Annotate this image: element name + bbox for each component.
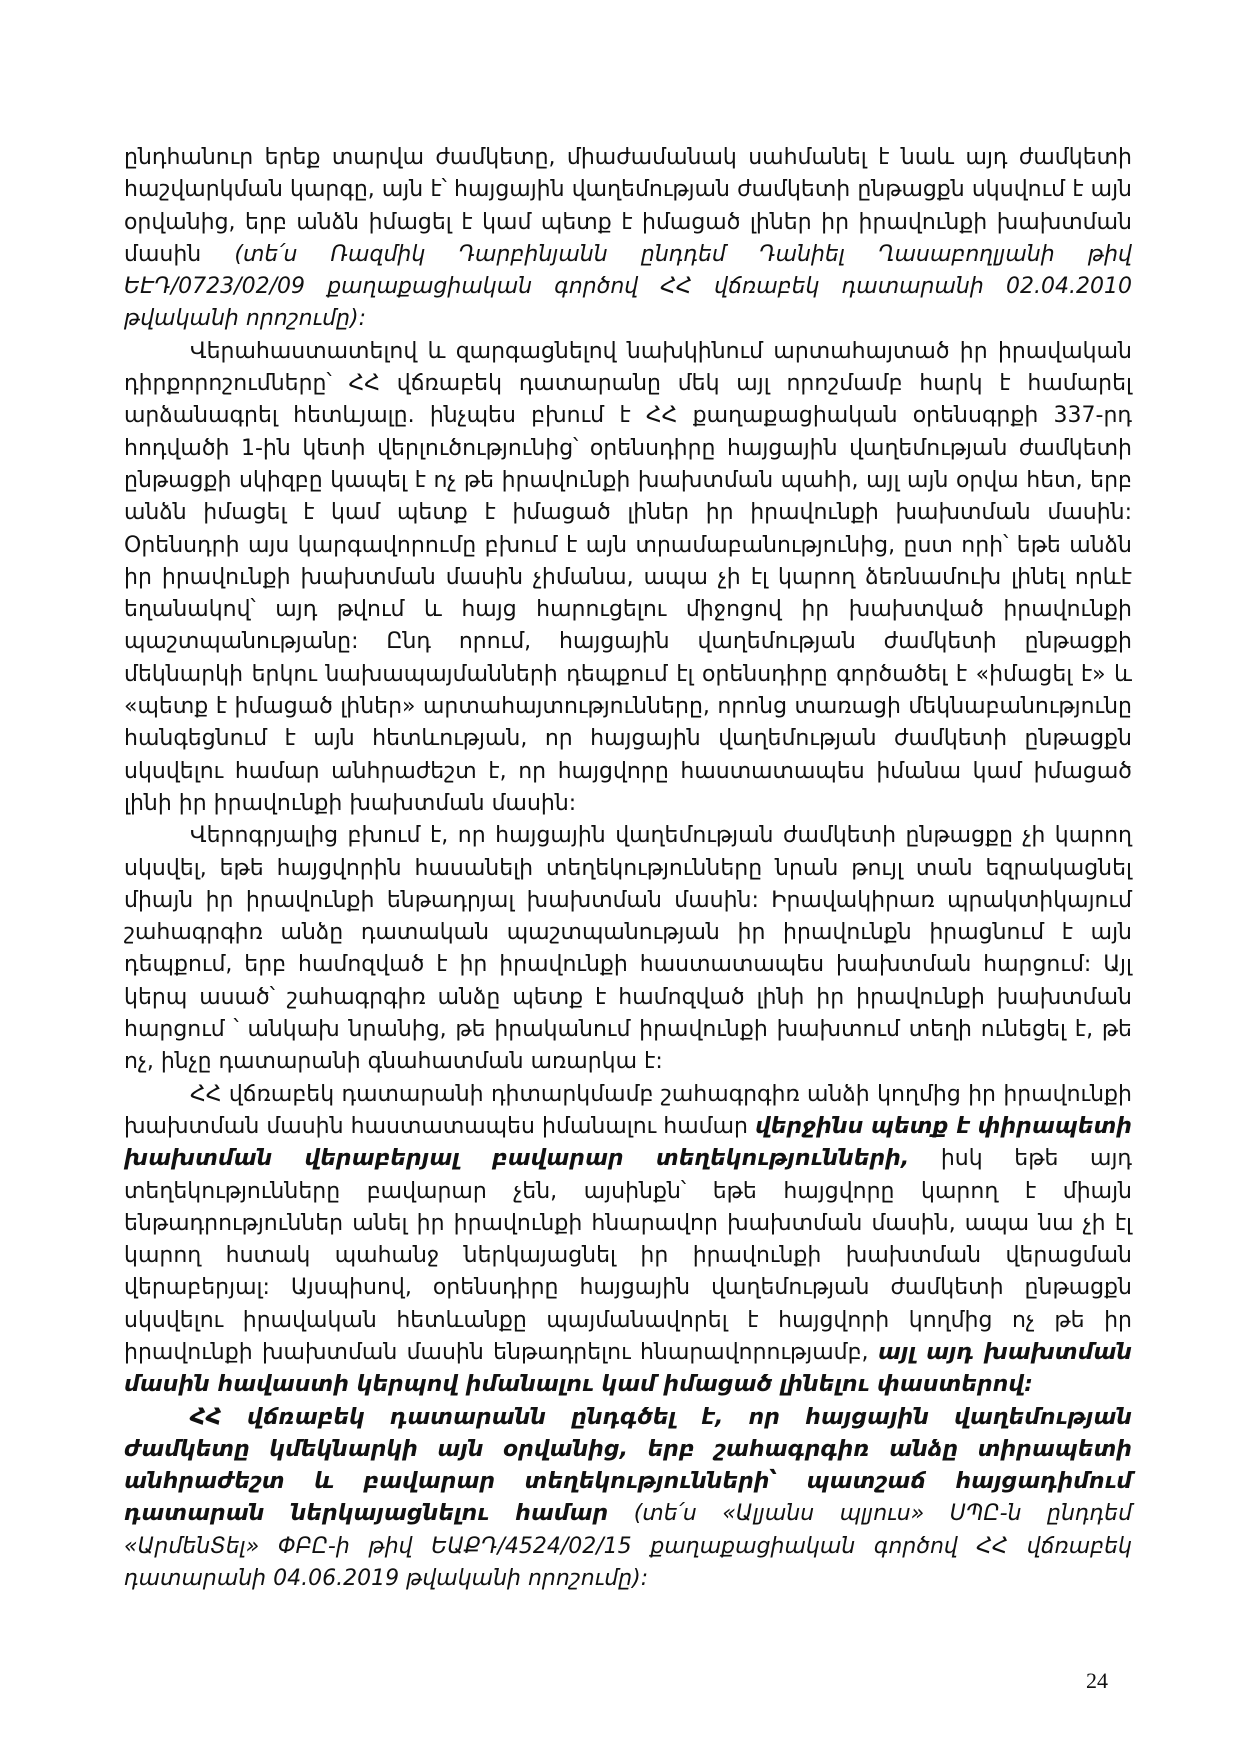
case-citation: (տե՛ս «Ալյանս պլյուս» ՍՊԸ-ն ընդդեմ «ԱրմենՏել» ՓԲԸ-ի թիվ ԵԱՔԴ/4524/02/15 քաղաքացիական գործով ՀՀ վճռաբեկ դատարանի 04.06.2019 թվականի որոշումը): bbox=[124, 1501, 1133, 1592]
paragraph-legal-position bbox=[124, 336, 1132, 820]
paragraph-court-view bbox=[124, 1079, 1132, 1402]
text-segment: իսկ եթե այդ տեղեկությունները բավարար չեն, այսինքն՝ եթե հայցվորը կարող է միայն ենթադրություններ անել իր իրավունքի հնարավոր խախտման մասին, ապա նա չի էլ կարող հստակ պահանջ ներկայացնել իր իրավունքի խախտման վերացման վերաբերյալ: Այսպիսով, օրենսդիրը հայցային վաղեմության ժամկետի ընթացքն սկսվելու իրավական հետևանքը պայմանավորել է հայցվորի կողմից ոչ թե իր իրավունքի խախտման մասին ենթադրելու հնարավորությամբ, bbox=[124, 1146, 1132, 1365]
emphasis-text: ՀՀ վճռաբեկ դատարանն ընդգծել է, որ հայցային վաղեմության ժամկետը կմեկնարկի այն օրվանից, երբ շահագրգիռ անձը տիրապետի անհրաժեշտ և բավարար տեղեկությունների՝ պատշաճ հայցադիմում դատարան ներկայացնելու համար bbox=[124, 1404, 1132, 1527]
paragraph-presumption bbox=[124, 820, 1132, 1078]
emphasis-text: այլ այդ խախտման մասին հավաստի կերպով իմանալու կամ իմացած լինելու փաստերով: bbox=[124, 1339, 1132, 1398]
text-segment: ՀՀ վճռաբեկ դատարանի դիտարկմամբ շահագրգիռ անձի կողմից իր իրավունքի խախտման մասին հաստատապես իմանալու համար bbox=[124, 1081, 1132, 1139]
emphasis-text: վերջինս պետք է փիրապետի խախտման վերաբերյալ բավարար տեղեկությունների, bbox=[124, 1113, 1132, 1172]
case-citation: (տե՛ս Ռազմիկ Դարբինյանն ընդդեմ Դանիել Ղասաբողլյանի թիվ ԵԷԴ/0723/02/09 քաղաքացիական գործով ՀՀ վճռաբեկ դատարանի 02.04.2010 թվականի որոշումը): bbox=[124, 241, 1132, 332]
text-segment: Վերահաստատելով և զարգացնելով նախկինում արտահայտած իր իրավական դիրքորոշումները՝ ՀՀ վճռաբեկ դատարանը մեկ այլ որոշմամբ հարկ է համարել արձանագրել հետևյալը. ինչպես բխում է ՀՀ քաղաքացիական օրենսգրքի 337-րդ հոդվածի 1-ին կետի վերլուծությունից՝ օրենսդիրը հայցային վաղեմության ժամկետի ընթացքի սկիզբը կապել է ոչ թե իրավունքի խախտման պահի, այլ այն օրվա հետ, երբ անձն իմացել է կամ պետք է իմացած լիներ իր իրավունքի խախտման մասին: Օրենսդրի այս կարգավորումը բխում է այն տրամաբանությունից, ըստ որի՝ եթե անձն իր իրավունքի խախտման մասին չիմանա, ապա չի էլ կարող ձեռնամուխ լինել որևէ եղանակով՝ այդ թվում և հայց հարուցելու միջոցով իր խախտված իրավունքի պաշտպանությանը: Ընդ որում, հայցային վաղեմության ժամկետի ընթացքի մեկնարկի երկու նախապայմանների դեպքում էլ օրենսդիրը գործածել է «իմացել է» և «պետք է իմացած լիներ» արտահայտությունները, որոնց տառացի մեկնաբանությունը հանգեցնում է այն հետևության, որ հայցային վաղեմության ժամկետի ընթացքն սկսվելու համար անհրաժեշտ է, որ հայցվորը հաստատապես իմանա կամ իմացած լինի իր իրավունքի խախտման մասին: bbox=[124, 338, 1132, 816]
text-segment: Վերոգրյալից բխում է, որ հայցային վաղեմության ժամկետի ընթացքը չի կարող սկսվել, եթե հայցվորին հասանելի տեղեկությունները նրան թույլ տան եզրակացնել միայն իր իրավունքի ենթադրյալ խախտման մասին: Իրավակիրառ պրակտիկայում շահագրգիռ անձը դատական պաշտպանության իր իրավունքն իրացնում է այն դեպքում, երբ համոզված է իր իրավունքի հաստատապես խախտման հարցում: Այլ կերպ ասած՝ շահագրգիռ անձը պետք է համոզված լինի իր իրավունքի խախտման հարցում ՝ անկախ նրանից, թե իրականում իրավունքի խախտում տեղի ունեցել է, թե ոչ, ինչը դատարանի գնահատման առարկա է: bbox=[124, 823, 1132, 1075]
paragraph-court-emphasis bbox=[124, 1402, 1132, 1596]
text-segment: ընդհանուր երեք տարվա ժամկետը, միաժամանակ սահմանել է նաև այդ ժամկետի հաշվարկման կարգը, այն է՝ հայցային վաղեմության ժամկետի ընթացքն սկսվում է այն օրվանից, երբ անձն իմացել է կամ պետք է իմացած լիներ իր իրավունքի խախտման մասին bbox=[124, 145, 1132, 267]
document-page bbox=[124, 142, 1132, 1595]
paragraph-continuation bbox=[124, 142, 1132, 336]
page-number: 24 bbox=[1086, 1668, 1108, 1693]
